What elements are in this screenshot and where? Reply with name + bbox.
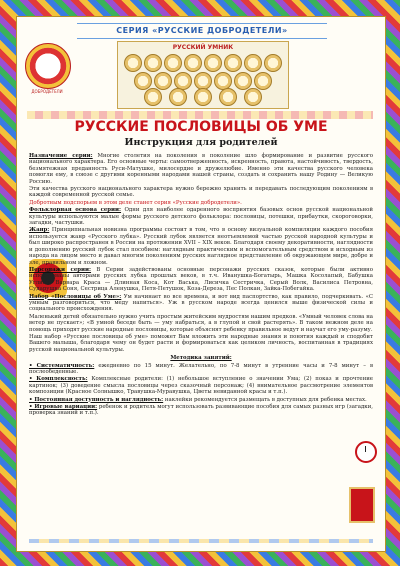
- sticker-poster-icon: [349, 487, 375, 523]
- paragraph-text: В Серии задействованы основные персонажи русских сказок, которые были активно использованы авторами русских лубка прошлых веков, в т.ч. Иванушка-Богатырь, Машка Косолапый, Бабушка Углина, Варвара Краса — Длинная Коса, Кот Васька, Лисичка Сестричка, Серый Волк, Василиса Петровна, Сударушка Соня, Сестрица Аленушка, Петя-Петушок, Коза-Дереза, Пес Полкан, Зайка-Побегайка.: [29, 266, 373, 293]
- method-lead: • Систематичность:: [29, 362, 95, 369]
- paragraph: [29, 314, 373, 333]
- sticker-icon: [234, 72, 252, 90]
- paragraph-text: Маленький детей обязательно нужно учить простым житейским мудростям нашим предков. «Умный человек слова на ветер не пускает»; «В умной беседе быть — уму набраться, а в глупой и свой растерять». В таком нежном деле на помощь приходят русские народные пословицы, которые объяснят ребенку правильное ведут и научат его уму-разуму.: [29, 313, 373, 333]
- series-label: СЕРИЯ «РУССКИЕ ДОБРОДЕТЕЛИ»: [77, 23, 327, 39]
- paragraph: [29, 294, 373, 313]
- document-page: [16, 16, 386, 552]
- paragraph-lead: Набор «Пословицы об Уме»:: [29, 293, 122, 300]
- method-text: Комплексные родители: (1) небольшое вступление о значении Ума; (2) показ и прочтение картинок; (3) доведение смысла пословицы через сказочный персонаж; (4) внимательное рассмотрение элементов композиции (Красное Солнышко, Травушка-Муравушка, Цветы невиданной красы и т.п.).: [29, 376, 373, 396]
- paragraph: [29, 207, 373, 226]
- paragraph-lead: Персонажи серии:: [29, 266, 92, 273]
- methods-title: Методика занятий:: [170, 355, 232, 362]
- paragraph: [29, 153, 373, 185]
- banner-title: РУССКИЙ УМНИК: [172, 44, 234, 51]
- sticker-icon: [164, 54, 182, 72]
- sticker-icon: [224, 54, 242, 72]
- sticker-icon: [194, 88, 212, 106]
- sticker-icon: [154, 72, 172, 90]
- paragraph-text: Эти качества русского национального характера нужно бережно хранить и передавать последующим поколениям в каждой современной русской семье.: [29, 186, 373, 199]
- sticker-icon: [169, 88, 187, 106]
- paragraph-text: Наш набор «Русские пословицы об уме» поможет Вам вложить эти народные знания и понятия каждый и сподобит Вашего малыша, благодаря чему он будет расти и формироваться как целиком личность, воспитанная в традициях русской национальной культуры.: [29, 333, 373, 353]
- paragraph-text: Одни для наиболее одаренного восприятия базовых основ русской национальной культуры используются малые формы русского детского фольклора: пословицы, потешки, прибаутки, скороговорки, загадки, частушки.: [29, 207, 373, 227]
- paragraph-lead: Назначение серии:: [29, 153, 93, 159]
- page-subtitle: Инструкция для родителей: [124, 137, 278, 148]
- paragraph: [29, 227, 373, 265]
- paragraph-text: Добротным подспорьем в этом деле станет серия «Русские добродетели».: [29, 199, 242, 206]
- paragraph-lead: Фольклорная основа серии:: [29, 207, 122, 214]
- method-lead: • Комплексность:: [29, 376, 88, 383]
- method-text: ребенок и родитель могут использовать развивающие пособия для самых разных игр (загадки, проверка знаний и т.п.).: [29, 404, 373, 417]
- paragraph-text: Ум начинает во все времена, и вот вид паспортство, как правило, подчеркивать. «С умным разговориться, что меду напиться». Уж в русском народе всегда ценился выше физической силы и социального происхождения.: [29, 293, 374, 313]
- sticker-icon: [184, 54, 202, 72]
- sticker-banner: [117, 41, 289, 109]
- method-lead: • Постоянная доступность и наглядность:: [29, 396, 164, 403]
- paragraph: [29, 267, 373, 293]
- sticker-icon: [134, 72, 152, 90]
- series-logo-icon: [25, 43, 71, 89]
- sticker-icon: [264, 54, 282, 72]
- instruction-body: [29, 153, 373, 418]
- method-text: наклейки рекомендуется размещать в доступных для ребенка местах.: [163, 396, 367, 403]
- sticker-icon: [144, 54, 162, 72]
- sticker-icon: [204, 54, 222, 72]
- sticker-icon: [144, 88, 162, 106]
- paragraph-text: Принципиальная новизна программы состоит в том, что в основу визуальной компиляции каждого пособия используется жанр «Русского лубка». Русский лубок является неотъемлемой частью русской народной культуры и был широко распространен в России на протяжении XVII – XIX веков. Благодаря своему декоративности, наглядности и дополнению русский лубок стал пособием: наглядным практическим и вспомогательным средством и исходным из народа на лицом место и давал многим поколениям русских наглядное представление об окружающем мире, добре и зле, правильном и ложном.: [29, 227, 373, 266]
- paragraph: [29, 334, 373, 353]
- method-item: [29, 404, 373, 417]
- method-item: [29, 397, 373, 403]
- sticker-icon: [254, 72, 272, 90]
- paragraph-text: Многие столетия на поколения в поколение шло формирование и развитие русского национального характера. Его основные черты: самоотверженность, искренность, правота, настойчивость, твердость, безмятежная преданность Руси-Матушке, милосердие и дружелюбие. Именно эти качества русского человека помогли ему, в союзе с другими коренными народами нашей страны, создать и сохранить нашу Родину — Великую Россию.: [29, 153, 374, 185]
- method-item: [29, 376, 373, 395]
- method-text: ежедневно по 15 минут. Желательно, по 7-8 минут в утренние часы и 7-8 минут – в послеобеденные.: [29, 362, 374, 375]
- paragraph-lead: Жанр:: [29, 227, 50, 234]
- paragraph: [29, 186, 373, 199]
- ornament-divider: [27, 111, 373, 119]
- footer-ornament: [29, 539, 373, 543]
- logo-text: ДОБРОДЕТЕЛИ: [31, 89, 63, 94]
- page-title: РУССКИЕ ПОСЛОВИЦЫ ОБ УМЕ: [74, 119, 328, 135]
- sticker-icon: [219, 88, 237, 106]
- sticker-icon: [124, 54, 142, 72]
- sticker-set: [124, 54, 282, 104]
- method-lead: • Игровые вариации:: [29, 404, 98, 411]
- sticker-icon: [244, 88, 262, 106]
- paragraph: [29, 200, 373, 206]
- sticker-icon: [244, 54, 262, 72]
- alarm-clock-icon: [355, 441, 377, 463]
- method-item: [29, 363, 373, 376]
